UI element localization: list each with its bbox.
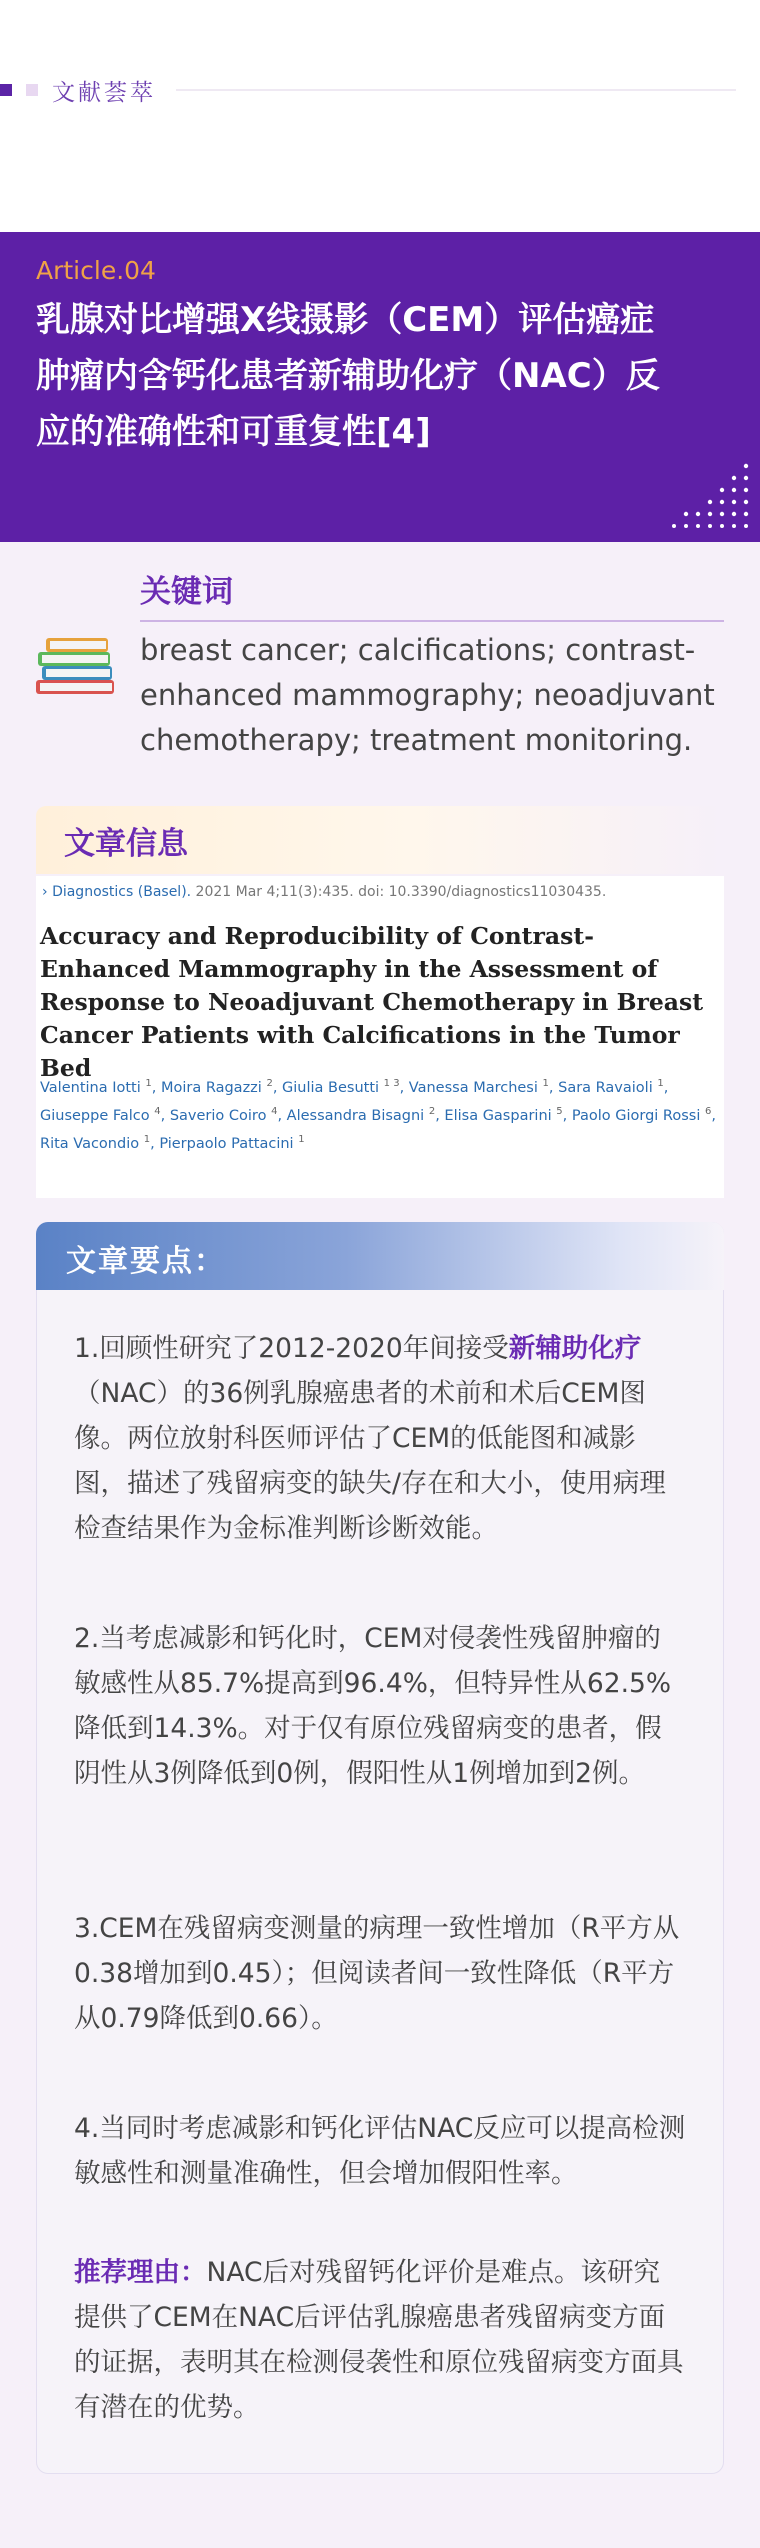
- author-affiliation: 1: [145, 1078, 152, 1089]
- books-icon: [34, 630, 118, 700]
- author-link[interactable]: Vanessa Marchesi: [408, 1079, 538, 1096]
- key-point-3: 3.CEM在残留病变测量的病理一致性增加（R平方从0.38增加到0.45）；但阅读者间一致性降低（R平方从0.79降低到0.66）。: [74, 1913, 680, 2034]
- article-info-card: [36, 876, 724, 1198]
- author-link[interactable]: Elisa Gasparini: [444, 1107, 552, 1124]
- key-point-1-end: （NAC）的36例乳腺癌患者的术前和术后CEM图像。两位放射科医师评估了CEM的低能图和减影图，描述了残留病变的缺失/存在和大小，使用病理检查结果作为金标准判断诊断效能。: [74, 1378, 666, 1544]
- author-affiliation: 6: [704, 1105, 712, 1117]
- article-title: 乳腺对比增强X线摄影（CEM）评估癌症肿瘤内含钙化患者新辅助化疗（NAC）反应的准确性和可重复性[4]: [36, 300, 660, 452]
- journal-name-link[interactable]: Diagnostics (Basel).: [52, 884, 192, 900]
- author-link[interactable]: Paolo Giorgi Rossi: [571, 1107, 701, 1124]
- citation-details: 2021 Mar 4;11(3):435. doi: 10.3390/diagnostics11030435.: [191, 884, 607, 900]
- reason-label: 推荐理由：: [74, 2257, 207, 2288]
- dot-pattern-icon: [672, 458, 752, 528]
- author-link[interactable]: Moira Ragazzi: [160, 1079, 262, 1096]
- key-point-1: [74, 1326, 686, 1551]
- keywords-divider: [140, 620, 724, 622]
- article-number: Article.04: [36, 256, 156, 285]
- author-link[interactable]: Giuseppe Falco: [40, 1107, 150, 1124]
- author-affiliation: 4: [271, 1105, 278, 1117]
- author-link[interactable]: Pierpaolo Pattacini: [159, 1135, 294, 1152]
- author-affiliation: 1 3: [383, 1078, 400, 1089]
- author-affiliation: 1: [143, 1133, 151, 1145]
- author-link[interactable]: Sara Ravaioli: [558, 1079, 653, 1096]
- author-affiliation: 1: [298, 1133, 305, 1145]
- author-link[interactable]: Rita Vacondio: [40, 1135, 140, 1152]
- author-affiliation: 4: [154, 1105, 161, 1117]
- author-link[interactable]: Giulia Besutti: [282, 1079, 380, 1096]
- divider: [176, 89, 736, 91]
- article-title-banner: [0, 232, 760, 542]
- author-link[interactable]: Valentina Iotti: [40, 1079, 141, 1096]
- author-list: Valentina Iotti $^1$, Moira Ragazzi $^2$, Giulia Besutti $^{1 3}$, Vanessa Marchesi $^1$, Sara Ravaioli $^1$, Giuseppe Falco $^4$, Saverio Coiro $^4$, Alessandra Bisagni $^2$, Elisa Gasparini $^5$, Paolo Giorgi Rossi $^6$, Rita Vacondio $^1$, Pierpaolo Pattacini $^1$: [40, 1078, 716, 1152]
- keywords-text: breast cancer; calcifications; contrast-enhanced mammography; neoadjuvant chemotherapy; treatment monitoring.: [140, 633, 715, 757]
- tag-square-icon: [0, 84, 12, 96]
- key-point-2: 2.当考虑减影和钙化时，CEM对侵袭性残留肿瘤的敏感性从85.7%提高到96.4%，但特异性从62.5%降低到14.3%。对于仅有原位残留病变的患者，假阴性从3例降低到0例，假阳性从1例增加到2例。: [74, 1623, 672, 1789]
- paper-title: Accuracy and Reproducibility of Contrast-Enhanced Mammography in the Assessment of Response to Neoadjuvant Chemotherapy in Breast Cancer Patients with Calcifications in the Tumor Bed: [40, 922, 704, 1082]
- recommendation-reason: [74, 2250, 686, 2430]
- section-tag-label: 文献荟萃: [52, 79, 156, 106]
- reason-text: NAC后对残留钙化评价是难点。该研究提供了CEM在NAC后评估乳腺癌患者残留病变方面的证据，表明其在检测侵袭性和原位残留病变方面具有潜在的优势。: [74, 2257, 684, 2423]
- author-affiliation: 5: [556, 1105, 563, 1117]
- journal-citation: [42, 884, 722, 900]
- key-point-1-highlight: 新辅助化疗: [508, 1333, 642, 1364]
- chevron-right-icon: ›: [42, 884, 48, 900]
- header-background: [0, 0, 760, 232]
- key-point-1-start: 1.回顾性研究了2012-2020年间接受: [74, 1333, 509, 1364]
- author-link[interactable]: Alessandra Bisagni: [286, 1107, 425, 1124]
- author-affiliation: 2: [428, 1105, 436, 1117]
- tag-square-light-icon: [26, 84, 38, 96]
- author-link[interactable]: Saverio Coiro: [169, 1107, 267, 1124]
- key-point-4: 4.当同时考虑减影和钙化评估NAC反应可以提高检测敏感性和测量准确性，但会增加假阳性率。: [74, 2113, 686, 2189]
- author-affiliation: 1: [542, 1078, 549, 1089]
- author-affiliation: 1: [657, 1078, 664, 1089]
- author-affiliation: 2: [266, 1078, 273, 1089]
- keywords-heading: 关键词: [140, 574, 233, 610]
- key-points-heading: 文章要点：: [66, 1244, 226, 1279]
- section-tag: [0, 70, 760, 110]
- article-info-heading: 文章信息: [64, 826, 188, 862]
